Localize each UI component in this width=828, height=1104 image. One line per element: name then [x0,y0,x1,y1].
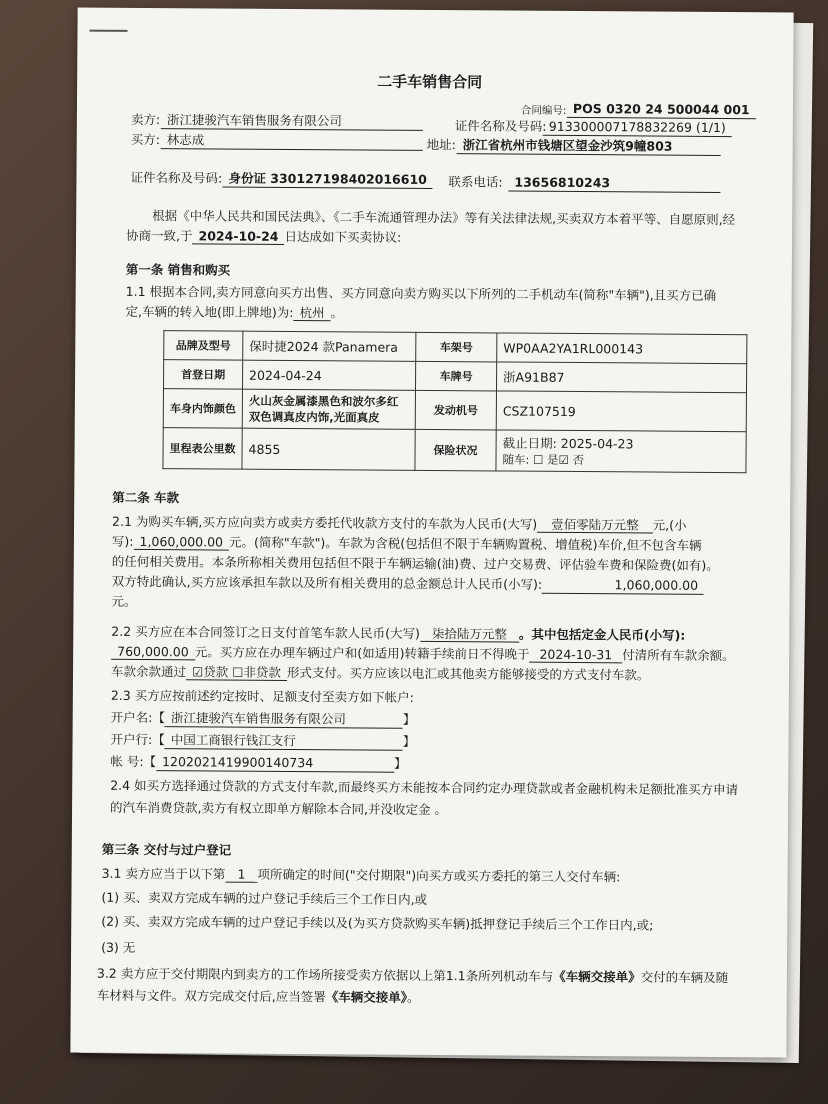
article-3-2-line-1: 3.2 卖方应于交付期限内到卖方的工作场所接受卖方依据以上第1.1条所列机动车与《车辆交接单》交付的车辆及随 [96,965,729,986]
table-row [164,331,747,364]
color-value: 火山灰金属漆黑色和波尔多红 双色调真皮内饰,光面真皮 [242,389,415,429]
article-3-option-3: (3) 无 [101,939,136,955]
reg-date-label: 首登日期 [163,360,242,390]
table-row [163,389,746,432]
engine-label: 发动机号 [415,390,496,430]
seller-cert: 913300007178832269 (1/1) [543,119,732,137]
seller-label: 卖方: [130,111,161,128]
phone: 13656810243 [508,175,720,193]
article-2-1-line-4: 双方特此确认,买方应该承担车款以及所有相关费用的总金额总计人民币(小写): 1,060,000.00 [112,574,705,595]
buyer-cert-label: 证件名称及号码: [130,169,223,186]
article-3-option-2: (2) 买、卖双方完成车辆的过户登记手续以及(为买方贷款购买车辆)抵押登记手续后三个工作日内,或; [101,913,654,933]
address: 浙江省杭州市钱塘区望金沙筑9幢803 [457,137,721,156]
engine-value: CSZ107519 [496,391,746,432]
doc-title: 二手车销售合同 [377,72,483,92]
contract-page [70,8,793,1058]
article-2-2-line-1: 2.2 买方应在本合同签订之日支付首笔车款人民币(大写) 柒拾陆万元整 。其中包括定金人民币(小写): [111,623,686,643]
intro-line-1: 根据《中华人民共和国民法典》、《二手车流通管理办法》等有关法律法规,买卖双方本着平等、自愿原则,经 [152,208,736,228]
article-2-1-line-5: 元。 [111,593,137,609]
account-name-row: 开户名:【 浙江捷骏汽车销售服务有限公司 】 [110,709,416,727]
brand-label: 品牌及型号 [164,331,243,361]
table-row [163,360,746,393]
vin-label: 车架号 [416,332,497,362]
article-1-1-line-2: 定,车辆的转入地(即上牌地)为: 杭州 。 [125,303,344,321]
buyer-label: 买方: [130,131,161,148]
intro-line-2: 协商一致,于 2024-10-24 日达成如下买卖协议: [126,227,402,245]
article-2-3: 2.3 买方应按前述约定按时、足额支付至卖方如下帐户: [110,687,414,705]
article-2-1-line-1: 2.1 为购买车辆,买方应向卖方或卖方委托代收款方支付的车款为人民币(大写) 壹佰零陆万元整 元,(小 [112,513,687,533]
brand-value: 保时捷2024 款Panamera [243,331,416,361]
phone-label: 联系电话: [448,174,503,190]
account-bank-row: 开户行:【 中国工商银行钱江支行 】 [110,731,416,749]
article-2-1-line-3: 的任何相关费用。本条所称相关费用包括但不限于车辆运输(油)费、过户交易费、评估验车费和保险费(如有)。 [111,553,719,574]
reg-date-value: 2024-04-24 [242,360,415,390]
article-3-1: 3.1 卖方应当于以下第 1 项所确定的时间("交付期限")向买方或买方委托的第三人交付车辆: [101,865,621,885]
article-3-title: 第三条 交付与过户登记 [101,841,232,858]
address-label: 地址: [426,136,456,153]
buyer-cert: 身份证 330127198402016610 [222,171,433,189]
insurance-label: 保险状况 [415,429,496,471]
contract-no-label: 合同编号: [520,104,567,117]
article-2-title: 第二条 车款 [112,489,180,506]
article-1-title: 第一条 销售和购买 [125,261,231,278]
seller-cert-label: 证件名称及号码: [454,118,547,134]
color-label: 车身内饰颜色 [163,389,242,429]
article-2-2-line-3: 车款余款通过 ☑贷款 ☐非贷款 形式支付。买方应该以电汇或其他卖方能够接受的方式支付车款。 [110,663,650,683]
article-3-option-1: (1) 买、卖双方完成车辆的过户登记手续后三个工作日内,或 [101,889,428,907]
seller-name: 浙江捷骏汽车销售服务有限公司 [161,112,423,131]
vin-value: WP0AA2YA1RL000143 [497,333,747,364]
plate-label: 车牌号 [415,361,496,391]
mileage-label: 里程表公里数 [163,428,242,470]
article-2-2-line-2: 760,000.00 元。买方应在办理车辆过户和(如适用)转籍手续前日不得晚于 2024-10-31 付清所有车款余额。 [111,644,735,664]
account-no-row: 帐 号:【 1202021419900140734 】 [110,753,407,771]
insurance-value: 截止日期: 2025-04-23 随车: ☐ 是☑ 否 [496,430,746,473]
article-2-4-line-1: 2.4 如买方选择通过贷款的方式支付车款,而最终买方未能按本合同约定办理贷款或者金融机构未足额批准买方申请 [110,777,739,798]
article-1-1-line-1: 1.1 根据本合同,卖方同意向买方出售、买方同意向卖方购买以下所列的二手机动车(简称"车辆"),且买方已确 [125,283,717,303]
article-3-2-line-2: 车材料与文件。双方完成交付后,应当签署《车辆交接单》。 [96,987,420,1005]
table-row [163,428,746,473]
contract-no: POS 0320 24 500044 001 [567,101,756,119]
vehicle-info-table [162,330,747,473]
mileage-value: 4855 [242,428,415,470]
buyer-name: 林志成 [161,132,423,151]
plate-value: 浙A91B87 [496,362,746,393]
article-2-4-line-2: 的汽车消费贷款,卖方有权立即单方解除本合同,并没收定金 。 [110,799,448,818]
staple-mark [89,30,127,32]
article-2-1-line-2: 写): 1,060,000.00 元。(简称"车款")。车款为含税(包括但不限于车辆购置税、增值税)车价,但不包含车辆 [111,533,702,553]
